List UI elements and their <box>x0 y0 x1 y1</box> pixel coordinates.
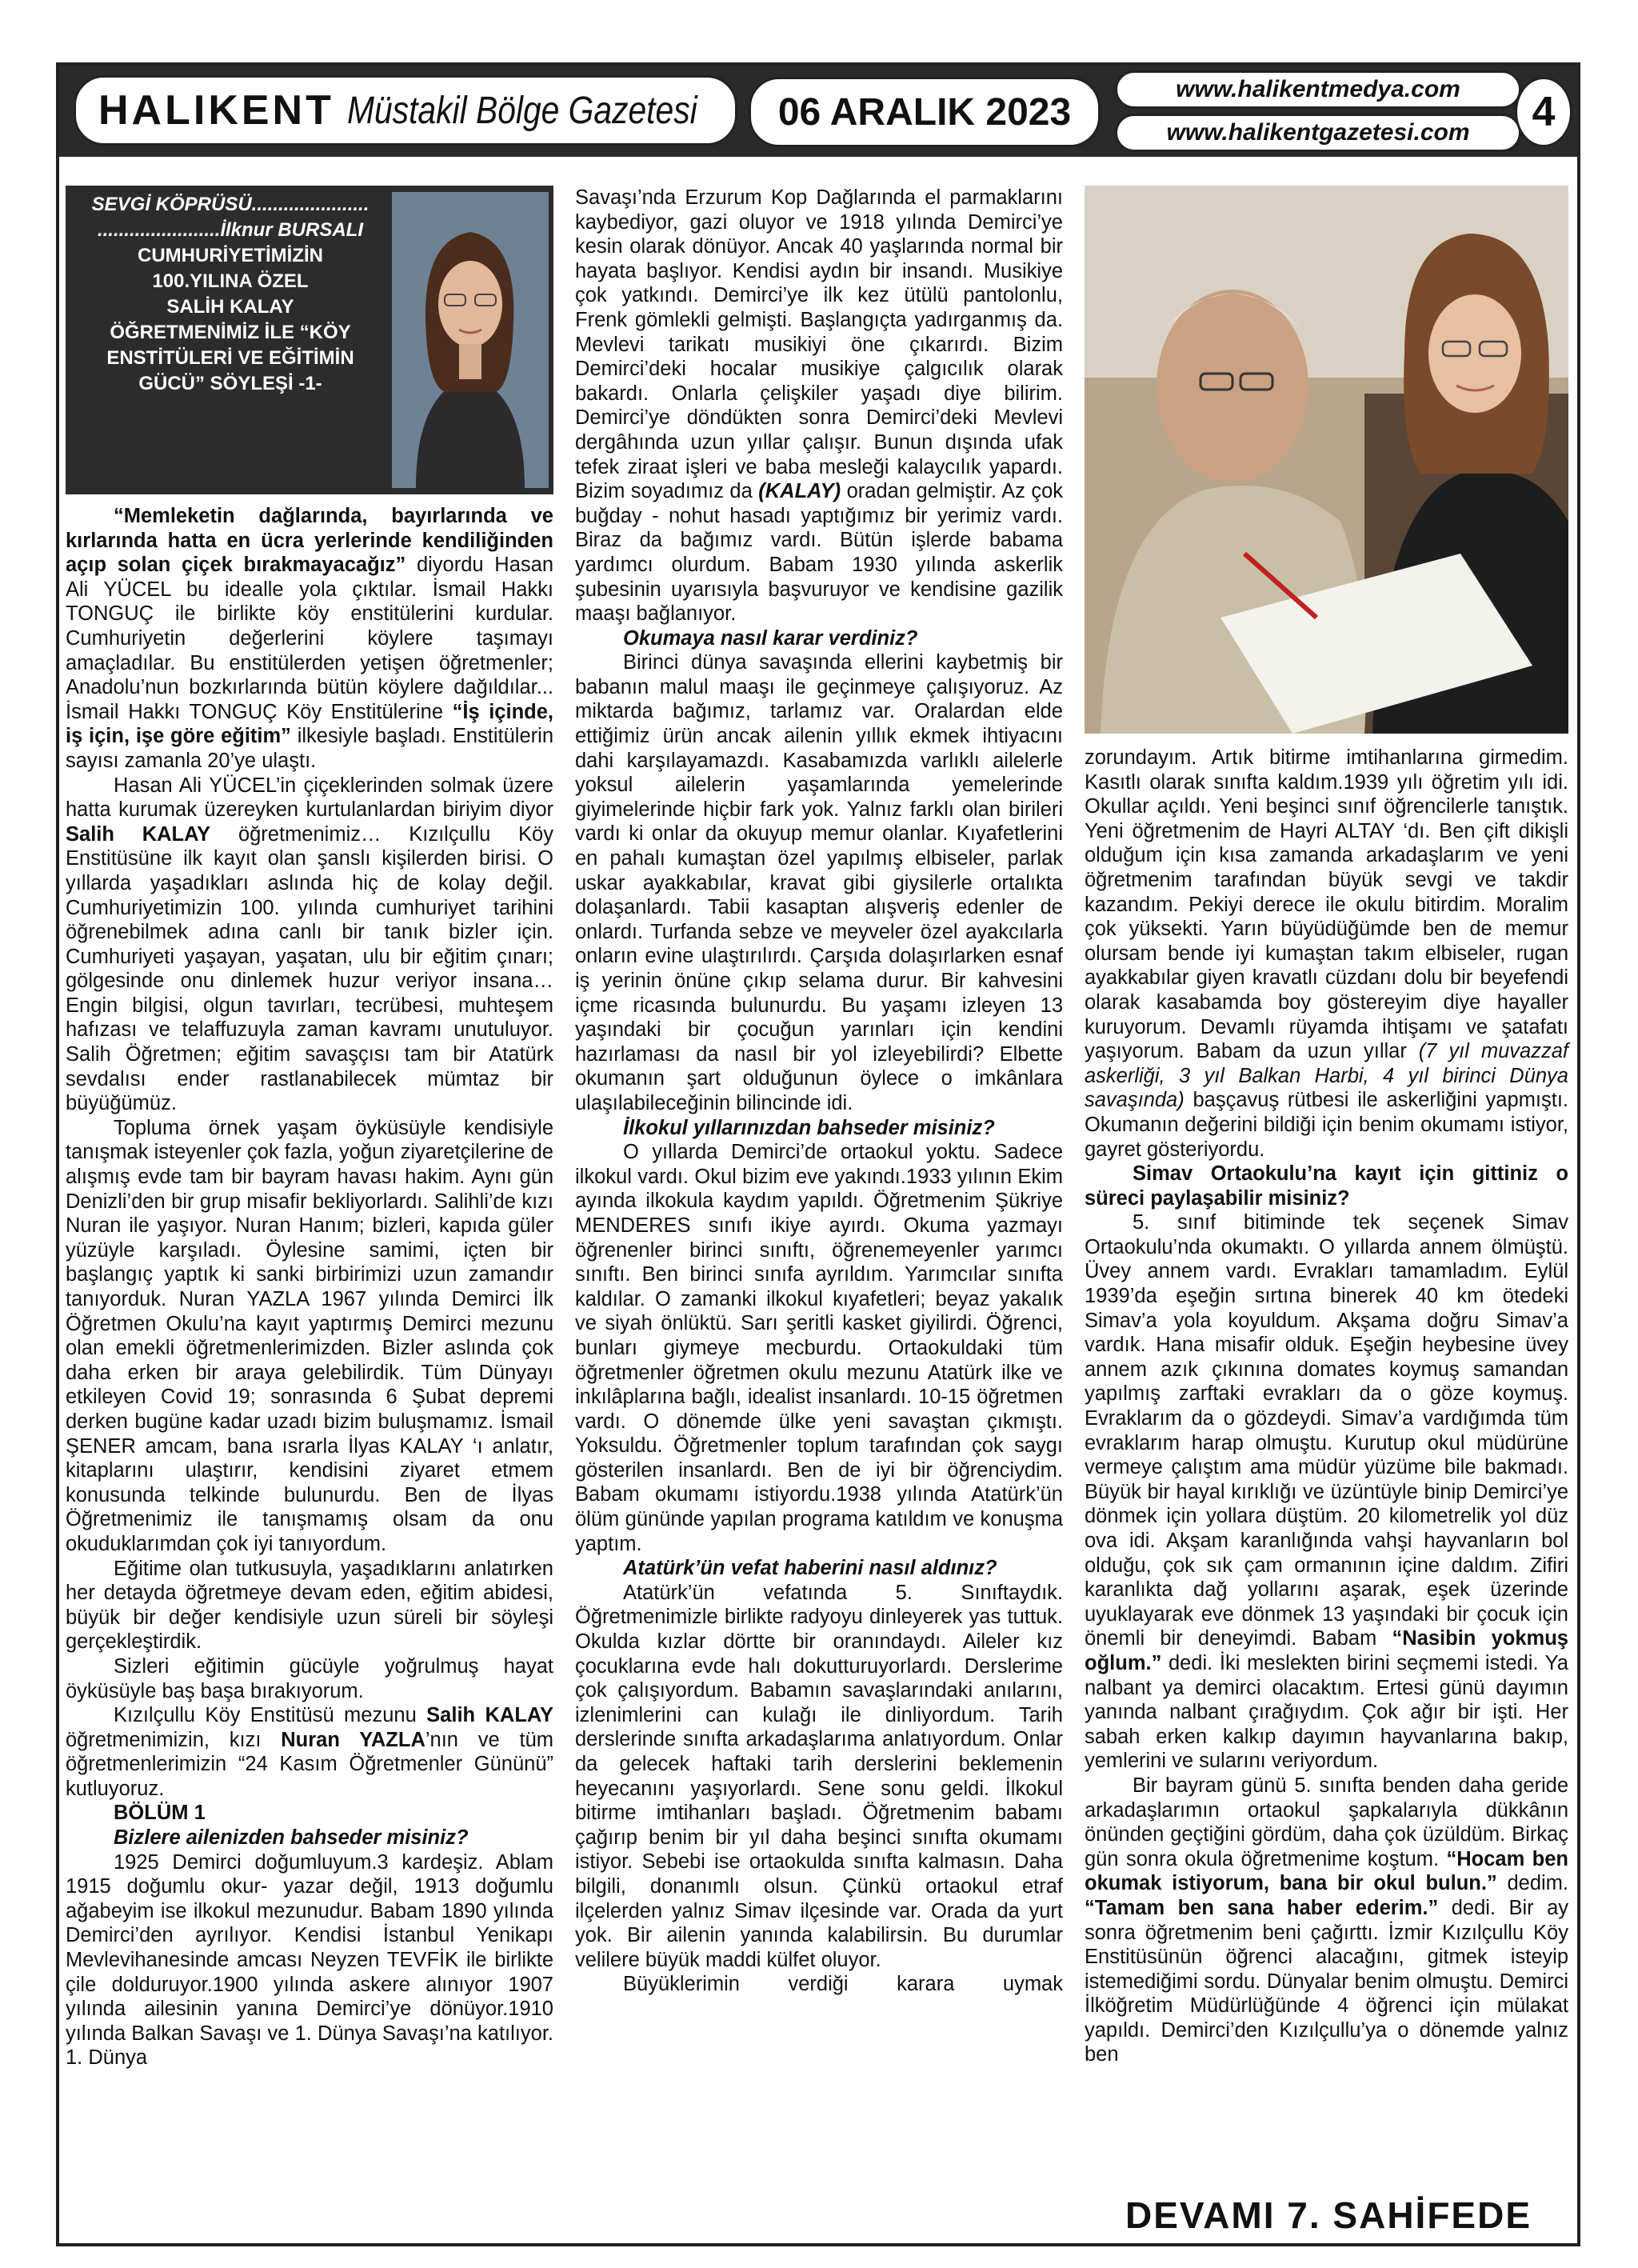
issue-date: 06 ARALIK 2023 <box>749 77 1101 147</box>
text: öğretmenimizin, kızı <box>66 1728 282 1751</box>
paragraph <box>575 186 1063 626</box>
paragraph <box>1085 1774 1568 2067</box>
quote-bold: “Memleketin dağlarında, bayırlarında ve kırlarında hatta en ücra yerlerinde kendiliğinden açıp solan çiçek bırakmayacağız” <box>66 505 553 577</box>
title-line: SALİH KALAY <box>166 296 294 318</box>
paragraph <box>66 774 553 1116</box>
quote-bold: “İş içinde, iş için, işe göre eğitim” <box>66 700 553 748</box>
paragraph <box>1085 1210 1568 1774</box>
article-column-1 <box>66 504 553 2070</box>
name-bold: Salih KALAY <box>426 1704 553 1727</box>
section-heading <box>66 1801 553 1826</box>
interview-photo <box>1085 186 1568 734</box>
website-link-2[interactable]: www.halikentgazetesi.com <box>1115 114 1521 152</box>
text: Savaşı’nda Erzurum Kop Dağlarında el parmaklarını kaybediyor, gazi oluyor ve 1918 yılında Demirci’ye kesin olarak dönüyor. Ancak 40 yaşlarında normal bir hayata başlıyor. Kendisi aydın bir insandı. Musikiye çok yatkındı. Demirci’ye ilk kez ütülü pantolonlu, Frenk gömlekli gelmişti. Başlangıçta yadırganmış da. Mevlevi tarikatı musikiyi öne çıkarırdı. Bizim Demirci’deki hocalar musikiye çalgıcılık olarak bakardı. Onlarla çelişkiler yaşadı diye bilirim. Demirci’ye döndükten sonra Demirci’deki Mevlevi dergâhında uzun yıllar çalışır. Bunun dışında ufak tefek ziraat işleri ve baba mesleği kalaycılık yapardı. Bizim soyadımız da <box>575 186 1063 503</box>
article-column-2 <box>575 186 1063 1997</box>
article-title-box <box>66 186 553 494</box>
paragraph <box>66 1703 553 1801</box>
text: Hasan Ali YÜCEL’in çiçeklerinden solmak üzere hatta kurumak üzereyken kurtulanlardan biriyim diyor <box>66 774 553 822</box>
paragraph: O yıllarda Demirci’de ortaokul yoktu. Sadece ilkokul vardı. Okul bizim eve yakındı.1933 yılının Ekim ayında ilkokula kaydım yapıldı. Öğretmenim Şükriye MENDERES sınıfı ikiye ayırdı. Okuma yazmayı öğrenenler birinci sınıftı, öğrenemeyenler yarımcı sınıftı. Ben birinci sınıfa ayrıldım. Yarımcılar sınıfta kaldılar. O zamanki ilkokul kıyafetleri; beyaz yakalık ve siyah önlüktü. Sarı şeritli kasket giyilirdi. Öğrenci, bunları giymeye mecburdu. Ortaokuldaki tüm öğretmenler öğretmen okulu mezunu Atatürk ilke ve inkılâplarına bağlı, idealist insanlardı. 10-15 öğretmen vardı. O dönemde ülke yeni savaştan çıkmıştı. Yoksuldu. Öğretmenler toplum tarafından çok saygı gösterilen insanlardı. Ben de iyi bir öğrenciydim. Babam okumamı istiyordu.1938 yılında Atatürk’ün ölüm gününde yapılan programa katıldım ve konuşma yaptım. <box>575 1141 1063 1555</box>
quote-bold: “Tamam ben sana haber ederim.” <box>1085 1896 1439 1919</box>
paragraph: Topluma örnek yaşam öyküsüyle kendisiyle tanışmak isteyenler çok fazla, yoğun ziyaretçilerine de alışmış evde tam bir bayram havası hakim. Aynı gün Denizli’den bir grup misafir bekliyorlardı. Salihli’de kızı Nuran ile yaşıyor. Nuran Hanım; bizleri, kapıda güler yüzüyle karşıladı. Öylesine samimi, içten bir başlangıç yaptık ki sanki birbirimizi uzun zamandır tanıyorduk. Nuran YAZLA 1967 yılında Demirci İlk Öğretmen Okulu’na kayıt yaptırmış Demirci mezunu olan emekli öğretmenlerimizden. Bizler aslında çok daha erken bir araya gelebilirdik. Tüm Dünyayı etkileyen Covid 19; sonrasında 6 Şubat depremi derken bugüne kadar uzadı bizim buluşmamız. İsmail ŞENER amcam, bana ısrarla İlyas KALAY ‘ı anlatır, kitaplarını ulaştırır, kendisini ziyaret etmem konusunda telkinde bulunurdu. Ben de İlyas Öğretmenimiz ile tanışmamış olsam da onu okuduklarımdan çok iyi tanıyordum. <box>66 1116 553 1555</box>
paper-name: HALIKENT <box>98 87 334 134</box>
website-link-1[interactable]: www.halikentmedya.com <box>1115 70 1521 109</box>
text: Kızılçullu Köy Enstitüsü mezunu <box>114 1704 427 1727</box>
quote-bold: “Nasibin yokmuş oğlum.” <box>1085 1627 1568 1674</box>
title-line: CUMHURİYETİMİZİN <box>138 245 323 266</box>
masthead-brand <box>74 75 737 146</box>
section-label: BÖLÜM 1 <box>114 1802 206 1825</box>
text: ’nın ve tüm öğretmenlerimizin “24 Kasım Öğretmenler Gününü” kutluyoruz. <box>66 1728 553 1800</box>
article-column-3 <box>1085 746 1568 2067</box>
interview-question: İlkokul yıllarınızdan bahseder misiniz? <box>623 1116 995 1139</box>
paragraph: 1925 Demirci doğumluyum.3 kardeşiz. Ablam 1915 doğumlu okur- yazar değil, 1913 doğumlu ağabeyim ise ilkokul mezunudur. Babam 1890 yılında Demirci’den ayrılıyor. Kendisi İstanbul Yenikapı Mevlevihanesinde amcası Neyzen TEVFİK ile birlikte çile dolduruyor.1900 yılında askere alınıyor 1907 yılında ailesinin yanına Demirci’ye dönüyor.1910 yılında Balkan Savaşı ve 1. Dünya Savaşı’na katılıyor. 1. Dünya <box>66 1850 553 2070</box>
quote-bold: “Hocam ben okumak istiyorum, bana bir okul bulun.” <box>1085 1847 1568 1895</box>
interview-question: Atatürk’ün vefat haberini nasıl aldınız? <box>623 1557 997 1580</box>
title-line: ÖĞRETMENİMİZ İLE “KÖY <box>110 322 351 343</box>
interview-question: Okumaya nasıl karar verdiniz? <box>623 626 918 650</box>
continued-on-page-notice: DEVAMI 7. SAHİFEDE <box>1125 2194 1532 2236</box>
title-line: ENSTİTÜLERİ VE EĞİTİMİN <box>106 347 354 369</box>
text: ilkesiyle başladı. Enstitülerin sayısı zamanla 20’ye ulaştı. <box>66 725 553 772</box>
paragraph: Sizleri eğitimin gücüyle yoğrulmuş hayat öyküsüyle baş başa bırakıyorum. <box>66 1654 553 1702</box>
text: Bir bayram günü 5. sınıfta benden daha geride arkadaşlarımın ortaokul şapkalarıyla dükkânın önünden geçtiğini gördüm, daha çok üzüldüm. Birkaç gün sonra okula öğretmenime koştum. <box>1085 1774 1568 1870</box>
text: dedi. Bir ay sonra öğretmenim beni çağırttı. İzmir Kızılçullu Köy Enstitüsünün öğrenci alacağını, gitmek isteyip istemediğimi sordu. Dünyalar benim olmuştu. Demirci İlköğretim Müdürlüğünde 4 öğrenci için mülakat yapıldı. Demirci’den Kızılçullu’ya o dönemde yalnız ben <box>1085 1896 1568 2066</box>
paragraph <box>66 504 553 774</box>
interview-question: Simav Ortaokulu’na kayıt için gittiniz o süreci paylaşabilir misiniz? <box>1085 1162 1568 1210</box>
article-title <box>77 192 384 397</box>
name-bold: Nuran YAZLA <box>281 1728 425 1751</box>
author-portrait-photo <box>392 192 549 488</box>
text: zorundayım. Artık bitirme imtihanlarına girmedim. Kasıtlı olarak sınıfta kaldım.1939 yılı öğretim yılı idi. Okullar açıldı. Yeni beşinci sınıf öğrencilerle tanıştık. Yeni öğretmenim de Hayri ALTAY ‘dı. Ben çift dikişli olduğum için kısa zamanda arkadaşlarım ve yeni öğretmenim tarafından büyük sevgi ve takdir kazandım. Pekiyi derece ile okulu bitirdim. Moralim çok yüksekti. Yarın büyüdüğümde ben de memur olursam bende iyi kumaştan takım elbiseler, rugan ayakkabılar giyen kravatlı cüzdanı dolu bir beyefendi olarak kasabamda boy göstereyim diye hayaller kuruyorum. Devamlı rüyamda ihtişamı ve şatafatı yaşıyorum. Babam da uzun yıllar <box>1085 746 1568 1063</box>
text: 5. sınıf bitiminde tek seçenek Simav Ortaokulu’nda okumaktı. O yıllarda annem ölmüştü. Üvey annem vardı. Evrakları tamamladım. Eylül 1939’da eşeğin sırtına binerek 40 km ötedeki Simav’a yola koyuldum. Akşama doğru Simav’a vardık. Hana misafir olduk. Eşeğin heybesine üvey annem azık çıkınına domates koymuş samandan yapılmış zarftaki evrakları da o göze koymuş. Evraklarım da o gözdeydi. Simav’a vardığımda tüm evraklarım harap olmuştu. Kurutup okul müdürüne vermeye çalıştım ama müdür yüzüme bile bakmadı. Büyük bir hayal kırıklığı ve üzüntüyle binip Demirci’ye dönmek için yollara düştüm. 20 kilometrelik yol düz ova idi. Akşam karanlığında vahşi hayvanların bol olduğu, çok sık çam ormanının içine daldım. Zifiri karanlıkta dağ yollarını aşarak, eşek üzerinde uyuklayarak eve dönmek 13 yaşındaki bir çocuk için önemli bir deneyimdi. Babam <box>1085 1211 1568 1650</box>
title-line: GÜCÜ” SÖYLEŞİ -1- <box>138 373 322 394</box>
text: oradan gelmiştir. Az çok buğday - nohut hasadı yaptığımız bir yerimiz vardı. Biraz da bağımız vardı. Bütün işlerde babama yardımcı olurdum. Babam 1930 yılında askerlik şubesinin uyarısıyla başvuruyor ve kendisine gazilik maaşı bağlanıyor. <box>575 480 1063 626</box>
name-bold: Salih KALAY <box>66 822 211 846</box>
paper-subtitle: Müstakil Bölge Gazetesi <box>346 89 697 132</box>
page-number: 4 <box>1515 77 1572 147</box>
title-line: 100.YILINA ÖZEL <box>152 270 309 292</box>
paragraph: Atatürk’ün vefatında 5. Sınıftaydık. Öğretmenimizle birlikte radyoyu dinleyerek yas tuttuk. Okulda kızlar dörtte bir oranındaydı. Aileler kız çocuklarına evde halı dokutturuyorlardı. Derslerime çok çalışıyordum. Babamın savaşlarındaki anılarını, izlenimlerini can kulağı ile dinliyordum. Tarih derslerinde sınıfta arkadaşlarıma anlatıyordum. Onlar da gelecek haftaki tarih derslerini beklemenin heyecanını yaşıyorlardı. Sene sonu geldi. İlkokul bitirme imtihanları başladı. Öğretmenim babamı çağırıp benim bir yıl daha beşinci sınıfta okumamı istiyor. Sebebi ise ortaokulda sınıfta kalmasın. Daha bilgili, donanımlı olsun. Çünkü ortaokul etraf ilçelerden yalnız Simav ilçesinde var. Orada da yurt yok. Bir ailenin yanında kalabilirsin. Bu durumlar velilere büyük maddi külfet oluyor. <box>575 1581 1063 1971</box>
newspaper-page <box>56 62 1580 2246</box>
text: başçavuş rütbesi ile askerliğini yapmıştı. Okumanın değerini bildiği için benim okumamı istiyor, gayret gösteriyordu. <box>1085 1089 1568 1161</box>
interview-question: Bizlere ailenizden bahseder misiniz? <box>114 1826 469 1850</box>
paragraph: Birinci dünya savaşında ellerini kaybetmiş bir babanın malul maaşı ile geçinmeye çalışıyoruz. Az miktarda bağımız, tarlamız var. Oralardan elde ettiğimiz ürün ancak ailenin yıllık ekmek ihtiyacını dahi karşılayamazdı. Kasabamızda varlıklı ailelerle yoksul ailelerin yaşamlarında yemelerinde giyimelerinde hiçbir fark yok. Yalnız farklı olan birileri vardı ki onlar da okuyup memur olanlar. Kıyafetlerini en pahalı kumaştan özel yapılmış elbiseler, parlak uskar ayakkabılar, kravat gibi giysilerle ortalıkta dolaşanlardı. Tabii kasaptan alışveriş edenler de onlardı. Turfanda sebze ve meyveler özel ayakcılarla onların evine ulaştırılırdı. Çarşıda dolaşırlarken esnaf iş yerinin önüne çıkıp selama durur. Bir kahvesini içme ricasında bulunurdu. Bu yaşamı izleyen 13 yaşındaki bir çocuğun yarınları için kendini hazırlaması da nasıl bir yol izleyebilirdi? Elbette okumanın şart olduğunun öylece o imkânlara ulaşılabileceğinin bilincinde idi. <box>575 651 1063 1114</box>
paragraph <box>1085 746 1568 1162</box>
text: dedi. İki meslekten birini seçmemi istedi. Ya nalbant ya demirci olacaktım. Ertesi günü dayımın yanında nalbant çırağıydım. Çok ağır bir işti. Her sabah erken kalkıp dayımın hayvanlarına bakıp, yemlerini ve sularını veriyordum. <box>1085 1651 1568 1773</box>
author-line: .......................İlknur BURSALI <box>97 219 364 241</box>
paragraph: Büyüklerimin verdiği karara uymak <box>623 1973 1063 1996</box>
text: öğretmenimiz… Kızılçullu Köy Enstitüsüne ilk kayıt olan şanslı kişilerden birisi. O yıllarda yaşadıkları aslında hiç de kolay değil. Cumhuriyetimizin 100. yılında cumhuriyet tarihini öğrenebilmek adına canlı bir tanık bizler için. Cumhuriyeti yaşayan, yaşatan, ulu bir eğitim çınarı; gölgesinde onu dinlemek huzur veriyor insana… Engin bilgisi, olgun tavırları, tecrübesi, muhteşem hafızası ve telaffuzuyla zaman kavramı unutuluyor. Salih Öğretmen; eğitim savaşçısı tam bir Atatürk sevdalısı ender rastlanabilecek mümtaz bir büyüğümüz. <box>66 822 553 1115</box>
masthead <box>59 66 1577 157</box>
surname-bold: (KALAY) <box>758 480 841 503</box>
title-line: SEVGİ KÖPRÜSÜ...................... <box>91 194 370 215</box>
text: dedim. <box>1496 1872 1569 1895</box>
text: diyordu Hasan Ali YÜCEL bu idealle yola çıktılar. İsmail Hakkı TONGUÇ ile birlikte köy enstitülerini kurdular. Cumhuriyetin değerlerini köylere taşımayı amaçladılar. Bu enstitülerden yetişen öğretmenler; Anadolu’nun bozkırlarında bütün köylere dağıldılar... İsmail Hakkı TONGUÇ Köy Enstitülerine <box>66 554 554 723</box>
italic-note: (7 yıl muvazzaf askerliği, 3 yıl Balkan Harbi, 4 yıl birinci Dünya savaşında) <box>1085 1040 1568 1112</box>
paragraph: Eğitime olan tutkusuyla, yaşadıklarını anlatırken her detayda öğretmeye devam eden, eğitim abidesi, büyük bir değer kendisiyle uzun süreli bir söyleşi gerçekleştirdik. <box>66 1557 553 1654</box>
